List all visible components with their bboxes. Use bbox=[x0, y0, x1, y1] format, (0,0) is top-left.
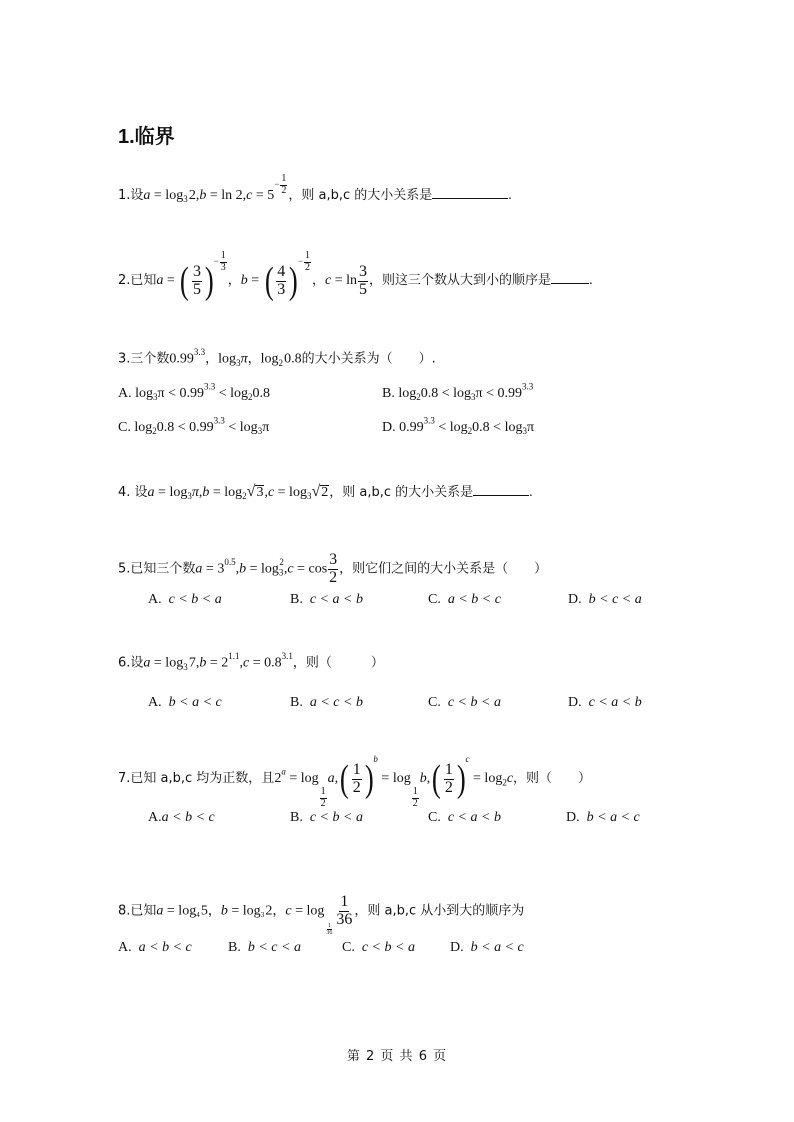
q7-option-c[interactable]: C. c < a < b bbox=[428, 810, 501, 825]
q3-option-c[interactable]: C. $\log_20.8 < 0.99^{3.3} < \log_3\pi$ bbox=[118, 415, 270, 437]
question-4: 4. 设$a = \log_3\pi,b = \log_2$ √ 3 $,c = \log_3$ √ 2 ，则 a,b,c 的大小关系是 . bbox=[118, 483, 533, 502]
question-6: 6.设$a = \log_3$ $7,b = 2^{1.1},c = 0.8^{3.1}$，则（ ） bbox=[118, 651, 384, 672]
question-2: 2.已知a = ( 3 5 ) $^{- \frac{1}{3}}$ ，b = ( 4 3 ) $^{- \frac{1}{2}}$ ，c = ln $\frac{3}{5}$ ，则这三个数从大到小的顺序是 . bbox=[118, 250, 593, 302]
q5-option-d[interactable]: D. b < c < a bbox=[568, 592, 642, 607]
q5-option-c[interactable]: C. a < b < c bbox=[428, 592, 501, 607]
q5-option-b[interactable]: B. c < a < b bbox=[290, 592, 363, 607]
q6-option-a[interactable]: A. b < a < c bbox=[148, 695, 222, 710]
q8-option-d[interactable]: D. b < a < c bbox=[450, 940, 524, 955]
q7-option-d[interactable]: D. b < a < c bbox=[566, 810, 640, 825]
q7-option-a[interactable]: A.a < b < c bbox=[148, 810, 215, 825]
q3-option-d[interactable]: D. $0.99^{3.3} < \log_20.8 < \log_3\pi$ bbox=[382, 415, 535, 437]
answer-blank[interactable] bbox=[432, 198, 508, 199]
q6-option-b[interactable]: B. a < c < b bbox=[290, 695, 363, 710]
question-1: 1.设$a = \log_3$ $2,b = \ln 2,c = 5^{- \frac{1}{2}}$ ，则 a,b,c 的大小关系是 . bbox=[118, 173, 512, 205]
q3-option-a[interactable]: A. $\log_3\pi < 0.99^{3.3} < \log_20.8$ bbox=[118, 381, 271, 403]
q8-option-c[interactable]: C. c < b < a bbox=[342, 940, 415, 955]
question-8: 8.已知$a = \log_4$ 5，$b = \log_3$ 2，c = log $\frac{1}{36}$ $\frac{1}{36}$ ，则 a,b,c 从小到大的顺序为 bbox=[118, 893, 525, 936]
question-3: 3.三个数$0.99^{3.3}$，$\log_3\pi$，$\log_2$ 0.8的大小关系为（ ）. bbox=[118, 347, 436, 368]
q6-option-c[interactable]: C. c < b < a bbox=[428, 695, 501, 710]
q7-option-b[interactable]: B. c < b < a bbox=[290, 810, 363, 825]
q3-option-b[interactable]: B. $\log_20.8 < \log_3\pi < 0.99^{3.3}$ bbox=[382, 381, 534, 403]
q8-option-b[interactable]: B. b < c < a bbox=[228, 940, 301, 955]
answer-blank[interactable] bbox=[473, 495, 529, 496]
q5-option-a[interactable]: A. c < b < a bbox=[148, 592, 222, 607]
q8-option-a[interactable]: A. a < b < c bbox=[118, 940, 192, 955]
q6-option-d[interactable]: D. c < a < b bbox=[568, 695, 642, 710]
question-5: 5.已知三个数$a = 3^{0.5},b = \log_3^2,c = \cos$ $\frac{3}{2}$ ，则它们之间的大小关系是（ ） bbox=[118, 551, 548, 586]
section-title: 1.临界 bbox=[118, 126, 175, 148]
question-7: 7.已知 a,b,c 均为正数，且$2^a = \log$ $\frac{1}{2}$ a, ( 1 2 ) $^b$ = log $\frac{1}{2}$ b, ( 1 2 ) $^c = \log_2c$，则（ ） bbox=[118, 754, 592, 809]
answer-blank[interactable] bbox=[551, 283, 589, 284]
page-footer: 第 2 页 共 6 页 bbox=[346, 1049, 448, 1064]
